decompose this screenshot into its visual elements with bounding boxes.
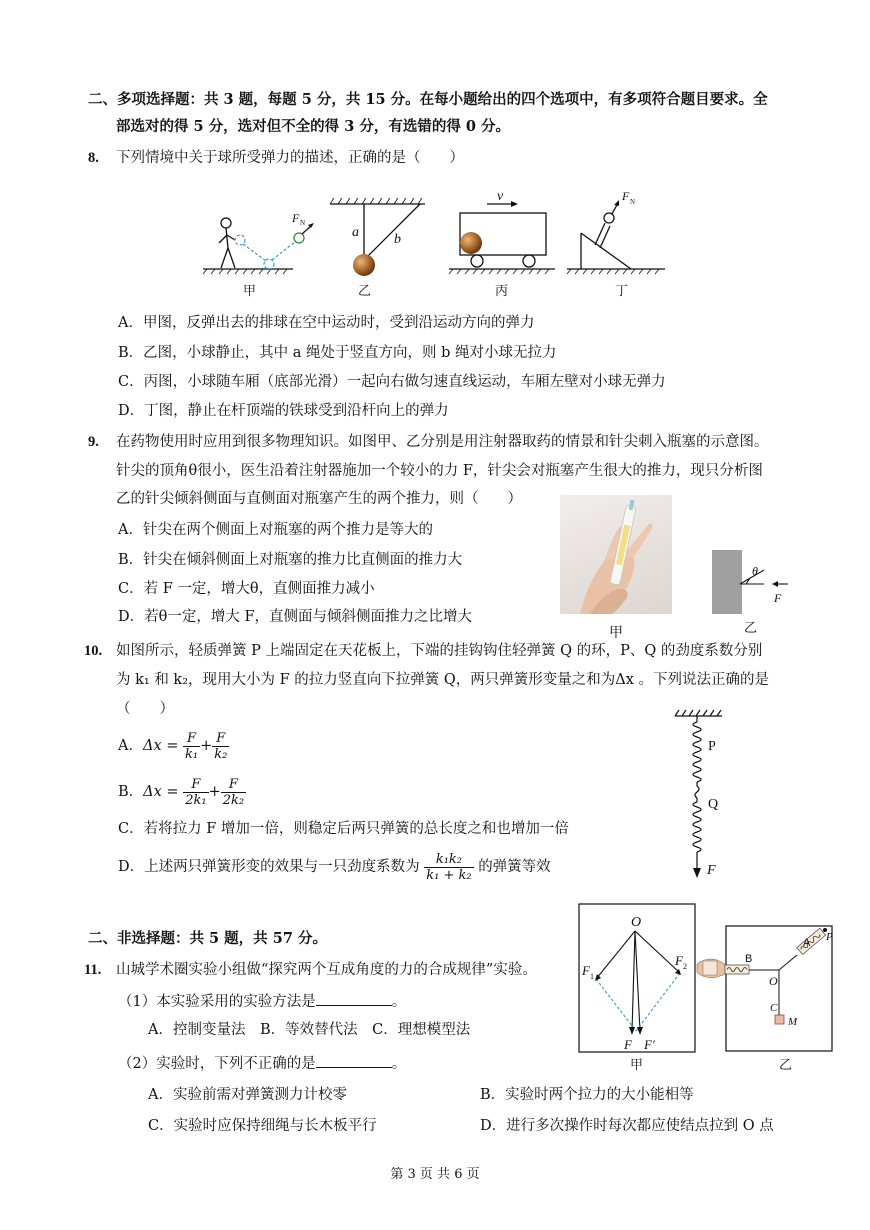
syringe-photo <box>560 495 672 614</box>
question-number: 8. <box>88 150 99 166</box>
needle-figure <box>710 548 800 648</box>
svg-text:M: M <box>788 1016 798 1028</box>
option-d: D．丁图，静止在杆顶端的铁球受到沿杆向上的弹力 <box>118 403 449 419</box>
svg-text:F′: F′ <box>644 1037 655 1052</box>
option-b: B．实验时两个拉力的大小能相等 <box>480 1087 694 1103</box>
svg-text:C: C <box>770 1002 778 1014</box>
force-parallelogram-figure <box>578 903 698 1073</box>
option-c: C．丙图，小球随车厢（底部光滑）一起向右做匀速直线运动，车厢左壁对小球无弹力 <box>118 374 666 390</box>
svg-text:F: F <box>622 189 630 203</box>
answer-blank[interactable] <box>316 1053 392 1068</box>
option-b: B．Δx = $\frac{F}{\text{2k₁}}$ + $\frac{F}{\text{2k₂}}$ <box>118 776 245 808</box>
svg-text:F: F <box>675 953 683 968</box>
ball <box>460 232 482 254</box>
force-label: F <box>292 211 300 225</box>
svg-text:N: N <box>300 219 306 227</box>
spring-figure <box>672 708 742 878</box>
option-d: D．上述两只弹簧形变的效果与一只劲度系数为 $\frac{\text{k₁k₂}}{\text{k₁ + k₂}}$ 的弹簧等效 <box>118 851 551 883</box>
figure-caption: 乙 <box>779 1058 793 1073</box>
ball <box>353 254 375 276</box>
figure-caption: 丁 <box>615 284 629 299</box>
section-heading-line2: 部选对的得 5 分，选对但不全的得 3 分，有选错的得 0 分。 <box>116 118 511 135</box>
question-stem: 山城学术圈实验小组做“探究两个互成角度的力的合成规律”实验。 <box>116 962 537 978</box>
question-number: 11. <box>84 962 102 978</box>
question-stem-line2: 针尖的顶角θ很小，医生沿着注射器施加一个较小的力 F，针尖会对瓶塞产生很大的推力，现只分析图 <box>116 463 763 479</box>
svg-text:F: F <box>774 591 782 605</box>
figure-caption: 乙 <box>358 284 372 299</box>
svg-text:O: O <box>631 915 642 930</box>
option-a: A．实验前需对弹簧测力计校零 <box>148 1087 347 1103</box>
svg-text:P: P <box>708 739 716 754</box>
svg-text:a: a <box>352 225 359 240</box>
section-heading: 二、多项选择题：共 3 题，每题 5 分，共 15 分。在每小题给出的四个选项中，有多项符合题目要求。全 <box>88 91 768 108</box>
option-a: A．甲图，反弹出去的排球在空中运动时，受到沿运动方向的弹力 <box>118 315 535 331</box>
svg-text:N: N <box>630 198 636 206</box>
question-stem: 如图所示，轻质弹簧 P 上端固定在天花板上，下端的挂钩钩住轻弹簧 Q 的环，P、Q 的劲度系数分别 <box>116 643 763 659</box>
q8-figure <box>195 185 675 305</box>
question-stem-line3: （ ） <box>116 701 174 717</box>
question-number: 9. <box>88 434 99 450</box>
svg-text:O: O <box>769 974 778 988</box>
figure-caption: 丙 <box>495 284 509 299</box>
svg-text:b: b <box>394 232 401 247</box>
answer-blank[interactable] <box>316 991 392 1006</box>
svg-text:F: F <box>707 863 716 878</box>
option-b: B．针尖在倾斜侧面上对瓶塞的推力比直侧面的推力大 <box>118 552 463 568</box>
question-stem-line2: 为 k₁ 和 k₂，现用大小为 F 的拉力竖直向下拉弹簧 Q，两只弹簧形变量之和为Δx 。下列说法正确的是 <box>116 672 770 688</box>
svg-text:Q: Q <box>708 797 719 812</box>
svg-text:2: 2 <box>683 962 687 971</box>
question-stem: 下列情境中关于球所受弹力的描述，正确的是（ ） <box>116 150 464 166</box>
question-stem-line3: 乙的针尖倾斜侧面与直侧面对瓶塞产生的两个推力，则（ ） <box>116 491 522 507</box>
svg-text:F: F <box>582 963 590 978</box>
sub-question-1-options: A．控制变量法 B．等效替代法 C．理想模型法 <box>148 1022 471 1038</box>
figure-caption: 乙 <box>744 621 758 636</box>
option-d: D．进行多次操作时每次都应使结点拉到 O 点 <box>480 1118 774 1134</box>
figure-caption: 甲 <box>630 1058 644 1073</box>
option-c: C．若将拉力 F 增加一倍，则稳定后两只弹簧的总长度之和也增加一倍 <box>118 821 569 837</box>
option-c: C．实验时应保持细绳与长木板平行 <box>148 1118 377 1134</box>
option-a: A．针尖在两个侧面上对瓶塞的两个推力是等大的 <box>118 522 433 538</box>
option-b: B．乙图，小球静止，其中 a 绳处于竖直方向，则 b 绳对小球无拉力 <box>118 345 557 361</box>
svg-text:A: A <box>803 937 811 949</box>
option-c: C．若 F 一定，增大θ，直侧面推力减小 <box>118 581 375 597</box>
sub-question-1: （1）本实验采用的实验方法是 。 <box>118 991 406 1012</box>
option-a: A．Δx = $\frac{F}{\text{k₁}}$ + $\frac{F}{\text{k₂}}$ <box>118 730 228 762</box>
section-heading: 二、非选择题：共 5 题，共 57 分。 <box>88 930 327 947</box>
svg-text:1: 1 <box>590 972 594 981</box>
question-stem: 在药物使用时应用到很多物理知识。如图甲、乙分别是用注射器取药的情景和针尖刺入瓶塞的示意图。 <box>116 434 769 450</box>
svg-text:P: P <box>826 931 833 943</box>
svg-text:v: v <box>497 189 504 204</box>
figure-caption: 甲 <box>243 284 257 299</box>
svg-text:B: B <box>745 953 753 965</box>
figure-caption: 甲 <box>609 625 623 641</box>
question-number: 10. <box>84 643 103 659</box>
volleyball <box>294 233 304 243</box>
svg-text:F: F <box>624 1037 632 1052</box>
svg-text:θ: θ <box>752 564 758 578</box>
page-footer: 第 3 页 共 6 页 <box>390 1167 480 1182</box>
experiment-setup-figure <box>695 925 835 1073</box>
sub-question-2: （2）实验时，下列不正确的是 。 <box>118 1053 406 1074</box>
option-d: D．若θ一定，增大 F，直侧面与倾斜侧面推力之比增大 <box>118 609 473 625</box>
